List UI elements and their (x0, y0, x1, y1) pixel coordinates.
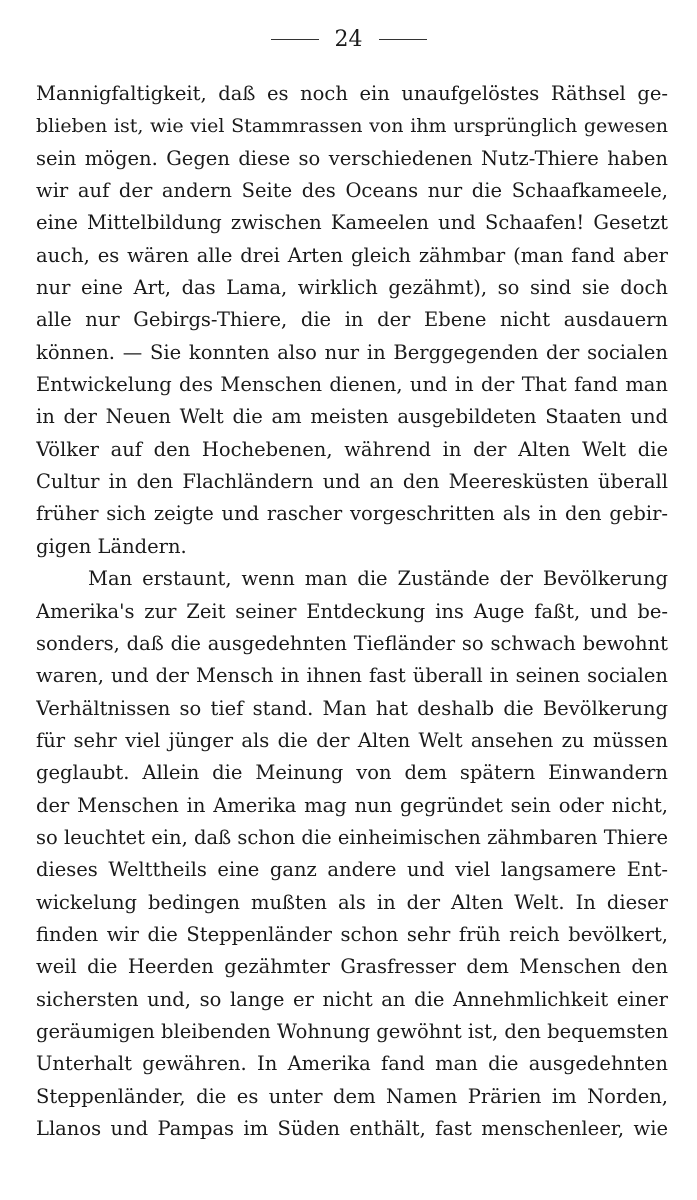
text-line: Cultur in den Flachländern und an den Meeresküsten überall (36, 470, 668, 494)
header-rule-left (271, 39, 319, 40)
text-line: sichersten und, so lange er nicht an die Annehmlichkeit einer (36, 987, 668, 1011)
text-line: so leuchtet ein, daß schon die einheimischen zähmbaren Thiere (36, 825, 668, 849)
text-line: sein mögen. Gegen diese so verschiedenen Nutz-Thiere haben (36, 146, 668, 170)
text-line: dieses Welttheils eine ganz andere und viel langsamere Ent- (36, 858, 668, 882)
text-line: weil die Heerden gezähmter Grasfresser dem Menschen den (36, 955, 668, 979)
text-line: geräumigen bleibenden Wohnung gewöhnt ist, den bequemsten (36, 1019, 668, 1043)
text-line: Amerika's zur Zeit seiner Entdeckung ins Auge faßt, und be- (36, 599, 668, 623)
text-line: können. — Sie konnten also nur in Berggegenden der socialen (36, 340, 668, 364)
text-line: nur eine Art, das Lama, wirklich gezähmt), so sind sie doch (36, 276, 668, 300)
header-rule-right (379, 39, 427, 40)
text-line: alle nur Gebirgs-Thiere, die in der Ebene nicht ausdauern (36, 308, 668, 332)
text-line: Steppenländer, die es unter dem Namen Prärien im Norden, (36, 1084, 668, 1108)
text-line: finden wir die Steppenländer schon sehr früh reich bevölkert, (36, 922, 668, 946)
text-line: auch, es wären alle drei Arten gleich zähmbar (man fand aber (36, 243, 668, 267)
text-line: Llanos und Pampas im Süden enthält, fast menschenleer, wie (36, 1117, 668, 1140)
text-line: gigen Ländern. (36, 534, 187, 558)
text-line: wickelung bedingen mußten als in der Alten Welt. In dieser (36, 890, 668, 914)
text-line: in der Neuen Welt die am meisten ausgebildeten Staaten und (36, 405, 668, 429)
text-line: blieben ist, wie viel Stammrassen von ihm ursprünglich gewesen (36, 115, 668, 138)
text-line: Unterhalt gewähren. In Amerika fand man die ausgedehnten (36, 1052, 668, 1076)
text-line: Völker auf den Hochebenen, während in der Alten Welt die (36, 437, 668, 461)
text-line: früher sich zeigte und rascher vorgeschritten als in den gebir- (36, 502, 668, 526)
text-line: Man erstaunt, wenn man die Zustände der Bevölkerung (88, 567, 668, 591)
text-line: Mannigfaltigkeit, daß es noch ein unaufgelöstes Räthsel ge- (36, 82, 668, 105)
paragraph-2 (36, 563, 668, 1145)
text-line: der Menschen in Amerika mag nun gegründet sein oder nicht, (36, 793, 668, 817)
text-line: für sehr viel jünger als die der Alten Welt ansehen zu müssen (36, 728, 668, 752)
text-line: sonders, daß die ausgedehnten Tiefländer so schwach bewohnt (36, 631, 668, 655)
page-header (0, 24, 697, 54)
text-line: Entwickelung des Menschen dienen, und in der That fand man (36, 373, 668, 397)
text-line: Verhältnissen so tief stand. Man hat deshalb die Bevölkerung (36, 696, 668, 720)
text-line: waren, und der Mensch in ihnen fast überall in seinen socialen (36, 664, 668, 688)
page-number: 24 (334, 26, 363, 52)
text-line: geglaubt. Allein die Meinung von dem spätern Einwandern (36, 761, 668, 785)
text-line: wir auf der andern Seite des Oceans nur die Schaafkameele, (36, 179, 668, 203)
body-text (36, 78, 668, 1145)
paragraph-1 (36, 78, 668, 563)
text-line: eine Mittelbildung zwischen Kameelen und Schaafen! Gesetzt (36, 211, 668, 235)
